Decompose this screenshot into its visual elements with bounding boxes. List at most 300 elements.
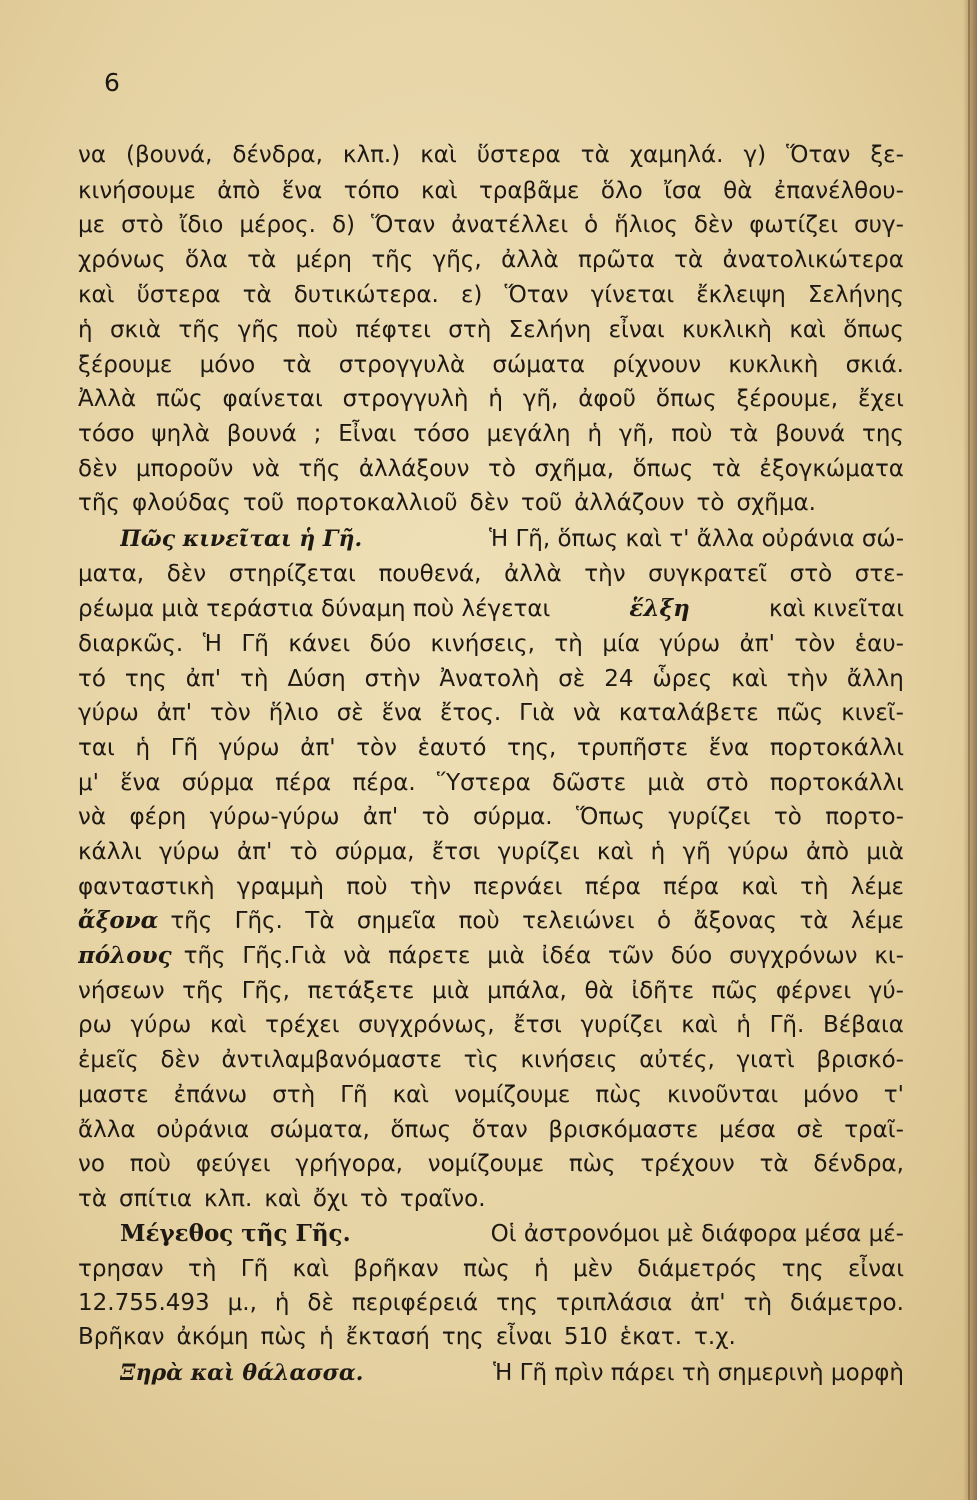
text-line	[78, 417, 904, 451]
word: να	[78, 142, 107, 168]
word: γυρίζει	[668, 804, 751, 830]
word: ἔκτασή	[345, 1324, 430, 1350]
word: 24	[604, 666, 634, 692]
word: δῶστε	[551, 770, 627, 796]
word: ὕστερα	[136, 282, 221, 308]
word: ἔτσι	[431, 839, 481, 865]
word: καὶ	[741, 874, 778, 900]
text-line	[78, 138, 904, 172]
word: δ)	[331, 212, 356, 238]
text-line	[78, 835, 904, 869]
word: κι-	[874, 943, 904, 969]
heading-line-rest: Οἱ ἀστρονόμοι μὲ διάφορα μέσα μέ-	[490, 1221, 904, 1247]
word: κάλλι	[78, 839, 142, 865]
word: συγ-	[854, 212, 904, 238]
word: ἕνα	[120, 770, 161, 796]
word: ἄξονας	[693, 908, 778, 934]
word: βουνά	[775, 421, 846, 447]
word: χρόνως	[78, 247, 166, 273]
word: ἀντιλαμβανόμαστε	[221, 1047, 442, 1073]
word: ποὺ	[346, 874, 388, 900]
word: τὸ	[359, 1186, 388, 1212]
word: εἶναι	[608, 317, 665, 343]
word: πορτοκαλλιοῦ	[296, 490, 458, 516]
word: τῆς	[78, 490, 120, 516]
word: τριπλάσια	[555, 1290, 673, 1316]
word: τὴν	[786, 666, 828, 692]
text-line	[78, 208, 904, 242]
word: κάνει	[288, 631, 351, 657]
word: δὲν	[693, 212, 734, 238]
word: Σελήνη	[508, 317, 592, 343]
word: στὴν	[364, 666, 421, 692]
term-elxi: ἕλξη	[629, 595, 690, 622]
word: σὲ	[558, 666, 586, 692]
word: ἀλλάζουν	[574, 490, 685, 516]
text-line	[78, 382, 904, 416]
word: τὰ	[282, 352, 312, 378]
word: τὸν	[356, 735, 397, 761]
word: τρέχει	[265, 1012, 340, 1038]
word: τρέχουν	[640, 1151, 735, 1177]
text-line	[78, 1078, 904, 1112]
word: τὸ	[289, 839, 318, 865]
text-line	[78, 1182, 904, 1216]
word: φλούδας	[131, 490, 231, 516]
word: 12.755.493	[78, 1290, 210, 1316]
word: πῶς	[711, 978, 759, 1004]
word: τόπο	[343, 178, 400, 204]
word: ξε-	[870, 142, 904, 168]
word: ἡ	[274, 1290, 290, 1316]
word: καὶ	[789, 317, 826, 343]
word: μ.,	[227, 1290, 257, 1316]
text-line	[78, 1008, 904, 1042]
word: μιὰ	[647, 770, 685, 796]
word: τὸν	[210, 700, 251, 726]
word: καὶ	[731, 666, 768, 692]
word: διάμετρο.	[789, 1290, 904, 1316]
word: πέρα	[275, 770, 332, 796]
word: ἄλλη	[846, 666, 904, 692]
word: νὰ	[343, 943, 372, 969]
word: γῆ,	[522, 386, 559, 412]
word: διάμετρός	[637, 1256, 758, 1282]
word: ἄλλα	[78, 1117, 136, 1143]
word: τοῦ	[520, 490, 563, 516]
word: ὁ	[656, 908, 672, 934]
word: τὴν	[584, 561, 626, 587]
word: περνάει	[473, 874, 563, 900]
word: μαστε	[78, 1082, 149, 1108]
word: πῶς	[156, 386, 203, 412]
word: συγχρόνως,	[358, 1012, 495, 1038]
text-line	[78, 1043, 904, 1077]
word: μιὰ	[487, 943, 525, 969]
word: τὸ	[488, 456, 516, 482]
word: νομίζουμε	[454, 1082, 571, 1108]
word: τῆς	[178, 317, 221, 343]
word: κλπ.)	[342, 142, 401, 168]
word: ἔχει	[858, 386, 904, 412]
word: στὸ	[121, 212, 164, 238]
text-line	[78, 662, 904, 696]
text-line	[78, 800, 904, 834]
word: φέρνει	[775, 978, 852, 1004]
word: Ὅταν	[786, 142, 851, 168]
word: ἐπάνω	[173, 1082, 248, 1108]
text-line	[78, 1252, 904, 1286]
word: πὼς	[463, 1256, 510, 1282]
word: τὰ	[711, 456, 741, 482]
word: ἀλλὰ	[501, 247, 559, 273]
word: ἀφοῦ	[578, 386, 636, 412]
word: ὕστερα	[476, 142, 561, 168]
word: τὸ	[421, 804, 450, 830]
word: με	[78, 212, 106, 238]
word: πρῶτα	[578, 247, 655, 273]
word: Εἶναι	[338, 421, 397, 447]
section-heading-line-land-sea	[120, 1356, 904, 1390]
word: πέρα	[663, 874, 720, 900]
word: ἥλιος	[614, 212, 678, 238]
word: πάρετε	[388, 943, 471, 969]
word: τραῖ-	[844, 1117, 904, 1143]
word: καὶ	[78, 282, 115, 308]
word: τελειώνει	[522, 908, 635, 934]
word: τὰ	[674, 247, 704, 273]
word: τὰ	[729, 421, 759, 447]
word: τὰ	[799, 908, 829, 934]
word: Γῆς.	[234, 908, 283, 934]
word: σύρμα	[181, 770, 255, 796]
text-line	[78, 486, 904, 520]
word: περιφέρειά	[351, 1290, 479, 1316]
word: στὴ	[448, 317, 492, 343]
word: (βουνά,	[126, 142, 213, 168]
text-fragment: ρέωμα μιὰ τεράστια δύναμη ποὺ λέγεται	[78, 596, 551, 622]
word: γῆς	[237, 317, 280, 343]
word: ;	[313, 421, 322, 447]
word: ἰδέα	[541, 943, 592, 969]
word: τὰ	[242, 282, 272, 308]
word: κλπ.	[204, 1186, 253, 1212]
word: δὲν	[78, 456, 118, 482]
word: τραῖνο.	[399, 1186, 486, 1212]
word: ἐπανέλθου-	[773, 178, 904, 204]
word: της	[781, 1256, 824, 1282]
word: ἀλλάξουν	[358, 456, 470, 482]
word: θὰ	[584, 978, 614, 1004]
word: πέρα.	[352, 770, 416, 796]
word: ἀπ'	[300, 735, 336, 761]
heading-line-rest: Ἡ Γῆ, ὅπως καὶ τ' ἄλλα οὐράνια σώ-	[488, 526, 904, 552]
word: νὰ	[251, 456, 280, 482]
word: γυρίζει	[580, 1012, 663, 1038]
word: τὴ	[187, 1256, 217, 1282]
word: γύρω	[159, 839, 220, 865]
word: ποὺ	[671, 421, 713, 447]
text-line-axona	[78, 904, 904, 938]
word: ὁ	[584, 212, 599, 238]
word: σὲ	[336, 700, 364, 726]
term-polous: πόλους	[78, 942, 172, 969]
word: ἀπ'	[156, 700, 193, 726]
text-line	[78, 348, 904, 382]
word: σύρμα.	[473, 804, 553, 830]
word: της	[862, 421, 904, 447]
word: κυκλικὴ	[728, 352, 819, 378]
word: ἡ	[587, 421, 603, 447]
word: Τὰ	[305, 908, 335, 934]
text-line	[78, 974, 904, 1008]
word: ἐμεῖς	[78, 1047, 139, 1073]
page-number: 6	[104, 68, 120, 97]
word: ἀπὸ	[217, 178, 261, 204]
word: δένδρα,	[232, 142, 323, 168]
word: μιὰ	[431, 978, 470, 1004]
word: σχῆμα.	[736, 490, 816, 516]
word: πὼς	[595, 1082, 642, 1108]
word: τόσο	[78, 421, 135, 447]
text-fragment	[170, 904, 904, 938]
word: γίνεται	[590, 282, 675, 308]
word: αὐτές,	[639, 1047, 715, 1073]
word: κυκλικὴ	[682, 317, 772, 343]
word: ἴδιο	[179, 212, 224, 238]
word: ἑαυτό	[417, 735, 487, 761]
word: κινήσουμε	[78, 178, 196, 204]
word: μπάλα,	[487, 978, 567, 1004]
word: τῆς	[371, 247, 414, 273]
word: Γιὰ	[519, 700, 555, 726]
word: ἀπ'	[690, 1290, 726, 1316]
word: Γῆ	[240, 1256, 269, 1282]
word: ξέρουμε	[78, 352, 173, 378]
word: ἑαυ-	[854, 631, 904, 657]
word: οὐράνια	[156, 1117, 250, 1143]
word: της	[124, 666, 167, 692]
word: ἡ	[488, 386, 503, 412]
word: γιατὶ	[736, 1047, 795, 1073]
word: ἡ	[319, 1324, 334, 1350]
word: ἀπ'	[739, 631, 775, 657]
text-line	[78, 870, 904, 904]
text-fragment: καὶ κινεῖται	[768, 596, 904, 622]
word: της	[496, 1290, 539, 1316]
word: λέμε	[850, 908, 904, 934]
section-heading-line-earth-motion	[120, 522, 904, 556]
word: ἡ	[534, 1256, 549, 1282]
page-fold	[968, 0, 970, 1500]
word: ὅπως	[655, 386, 717, 412]
word: Ὅταν	[371, 212, 436, 238]
word: βρισκό-	[816, 1047, 904, 1073]
word: τὴ	[800, 874, 829, 900]
word: ἀπὸ	[806, 839, 850, 865]
word: ἡ	[736, 1012, 751, 1038]
word: ἔκλειψη	[696, 282, 786, 308]
word: γυρίζει	[497, 839, 580, 865]
word: ρίχνουν	[612, 352, 702, 378]
word: τῆς	[182, 978, 225, 1004]
word: φανταστικὴ	[78, 874, 215, 900]
word: μεγάλη	[486, 421, 571, 447]
word: σημεῖα	[356, 908, 437, 934]
word: τὴ	[743, 1290, 773, 1316]
word: ἀκόμη	[176, 1324, 249, 1350]
word: εἶναι	[847, 1256, 904, 1282]
word: θὰ	[723, 178, 753, 204]
word: ρω	[78, 1012, 112, 1038]
page-edge-shadow	[963, 0, 977, 1500]
word: ἡ	[650, 839, 666, 865]
word: σώματα	[492, 352, 586, 378]
word: μόνο	[803, 1082, 859, 1108]
word: Ἀνατολὴ	[439, 666, 540, 692]
word: μέρη	[295, 247, 352, 273]
word: ὅπως	[632, 456, 694, 482]
word: δὲν	[166, 561, 207, 587]
section-heading-land-sea: Ξηρὰ καὶ θάλασσα.	[120, 1360, 364, 1386]
word: Σελήνης	[807, 282, 904, 308]
word: ἀλλὰ	[504, 561, 562, 587]
word: καὶ	[264, 1186, 301, 1212]
section-heading-earth-motion: Πῶς κινεῖται ἡ Γῆ.	[120, 526, 363, 552]
word: ἑκατ.	[619, 1324, 683, 1350]
word: Γῆς.Γιὰ	[242, 943, 327, 969]
text-line-elxi	[78, 592, 904, 626]
word: καὶ	[420, 142, 457, 168]
word: γρήγορα,	[295, 1151, 403, 1177]
word: ὄχι	[312, 1186, 348, 1212]
word: Βέβαια	[822, 1012, 904, 1038]
word: συγκρατεῖ	[648, 561, 768, 587]
word: Γῆ	[340, 1082, 368, 1108]
word: καὶ	[421, 178, 458, 204]
text-line	[78, 1147, 904, 1181]
word: τὴ	[554, 631, 583, 657]
word: πῶς	[776, 700, 824, 726]
word: Βρῆκαν	[78, 1324, 165, 1350]
word: τῶν	[607, 943, 654, 969]
word: καὶ	[681, 1012, 718, 1038]
word: σκιὰ	[109, 317, 162, 343]
word: μὲν	[572, 1256, 613, 1282]
word: καταλάβετε	[618, 700, 759, 726]
word: σὲ	[796, 1117, 824, 1143]
section-heading-earth-size: Μέγεθος τῆς Γῆς.	[120, 1220, 351, 1247]
word: φέρη	[129, 804, 187, 830]
word: ἔτος.	[440, 700, 502, 726]
word: δὲ	[307, 1290, 334, 1316]
text-line	[78, 278, 904, 312]
word: ποὺ	[458, 908, 500, 934]
word: δὲν	[469, 490, 509, 516]
word: σχῆμα,	[534, 456, 615, 482]
word: τὰ	[78, 1186, 108, 1212]
word: 510	[563, 1324, 608, 1350]
word: ἡ	[135, 735, 151, 761]
word: Ὕστερα	[436, 770, 531, 796]
text-fragment	[184, 939, 904, 973]
word: σύρμα,	[334, 839, 415, 865]
word: γῆς,	[432, 247, 482, 273]
word: ἕνα	[381, 700, 423, 726]
word: γύρω	[78, 700, 139, 726]
word: ἡ	[78, 317, 93, 343]
word: Ἀλλὰ	[78, 386, 137, 412]
word: νήσεων	[78, 978, 165, 1004]
word: ἀπ'	[185, 666, 222, 692]
word: γῆ	[682, 839, 711, 865]
text-line	[78, 627, 904, 661]
word: τ'	[883, 1082, 904, 1108]
word: τὴν	[409, 874, 452, 900]
word: ἔτσι	[513, 1012, 562, 1038]
word: ὅλο	[600, 178, 643, 204]
word: λέμε	[850, 874, 904, 900]
word: νομίζουμε	[427, 1151, 545, 1177]
word: ἥλιο	[268, 700, 319, 726]
word: ἕνα	[708, 735, 750, 761]
text-line	[78, 452, 904, 486]
word: Γῆς,	[241, 978, 290, 1004]
word: ἀπ'	[362, 804, 399, 830]
word: τραβᾶμε	[478, 178, 580, 204]
word: γ)	[743, 142, 767, 168]
word: ἀνατολικώτερα	[722, 247, 904, 273]
word: γύρω-γύρω	[209, 804, 340, 830]
word: πουθενά,	[378, 561, 482, 587]
word: καὶ	[292, 1256, 329, 1282]
word: πὼς	[260, 1324, 308, 1350]
word: γύρω	[218, 735, 280, 761]
word: βουνά	[226, 421, 297, 447]
word: τό	[78, 666, 106, 692]
heading-line-rest: Ἡ Γῆ πρὶν πάρει τὴ σημερινὴ μορφὴ	[493, 1360, 904, 1386]
word: πορτο-	[825, 804, 904, 830]
word: πὼς	[568, 1151, 616, 1177]
word: φωτίζει	[749, 212, 839, 238]
word: μέρος.	[239, 212, 316, 238]
word: Ὅταν	[504, 282, 569, 308]
word: μόνο	[199, 352, 256, 378]
word: ὅπως	[390, 1117, 452, 1143]
text-line	[78, 696, 904, 730]
word: τὴ	[240, 666, 269, 692]
word: στὸ	[789, 561, 833, 587]
text-line	[78, 731, 904, 765]
word: κινοῦνται	[666, 1082, 779, 1108]
word: διαρκῶς.	[78, 631, 184, 657]
word: φαίνεται	[222, 386, 323, 412]
word: τὸ	[773, 804, 802, 830]
word: στὸ	[706, 770, 749, 796]
word: της	[441, 1324, 484, 1350]
word: τῆς	[170, 908, 213, 934]
text-line	[78, 1320, 904, 1354]
word: ἀνατέλλει	[451, 212, 569, 238]
word: γύρω	[659, 631, 721, 657]
word: φεύγει	[195, 1151, 271, 1177]
word: δυτικώτερα.	[293, 282, 439, 308]
word: τὸν	[794, 631, 836, 657]
word: γῆ,	[618, 421, 655, 447]
word: βρῆκαν	[353, 1256, 439, 1282]
word: τὰ	[580, 142, 610, 168]
word: μία	[602, 631, 640, 657]
